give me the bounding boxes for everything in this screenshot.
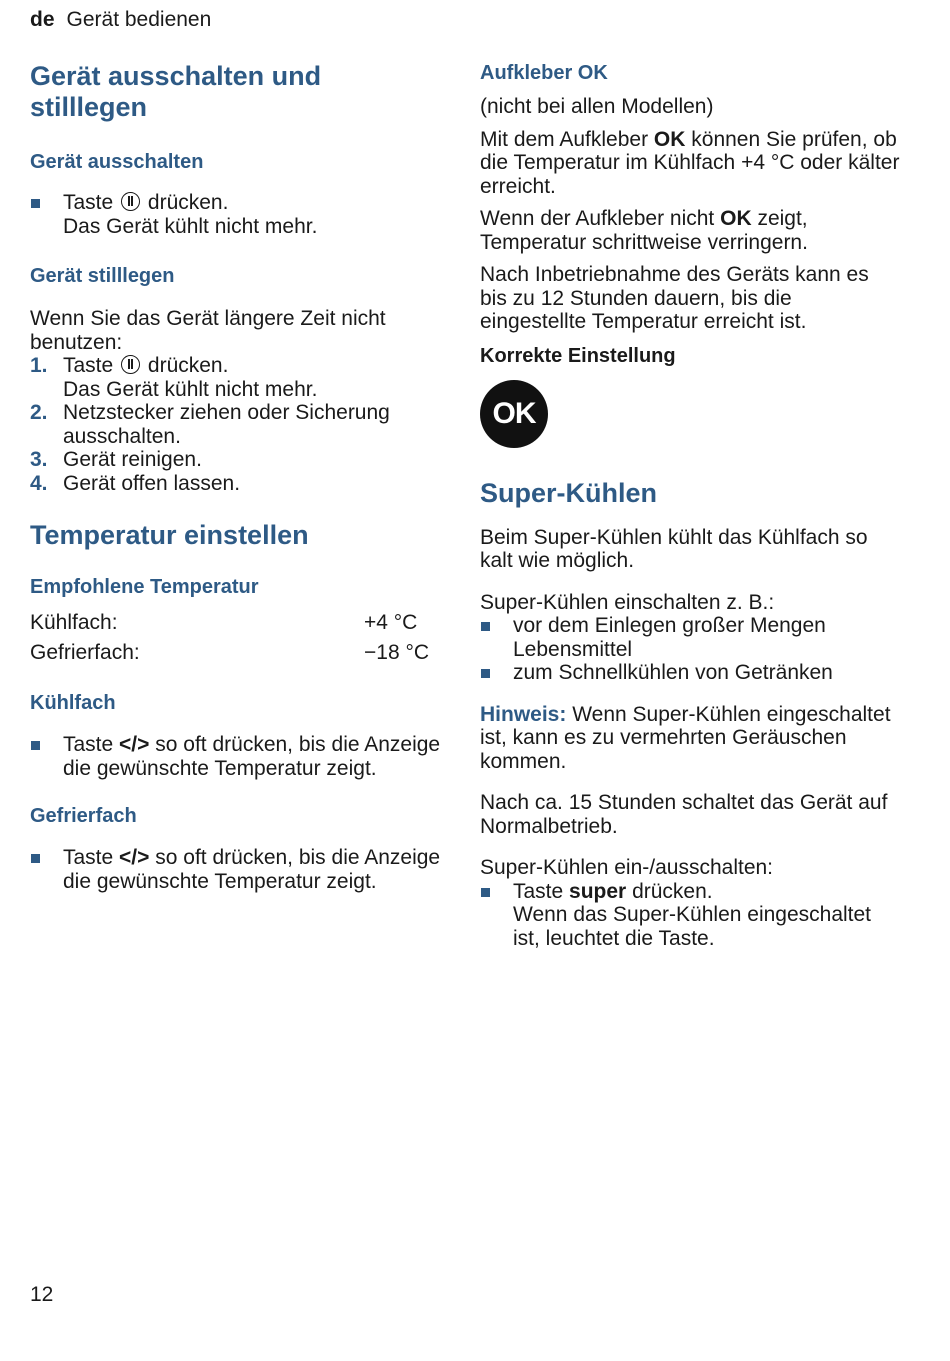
list-item: Taste </> so oft drücken, bis die Anzeige die gewünschte Temperatur zeigt. (30, 846, 442, 893)
list-item: vor dem Einlegen großer Mengen Lebensmittel (480, 614, 900, 661)
language-code: de (30, 8, 55, 31)
left-column (30, 60, 442, 893)
page-number: 12 (30, 1283, 54, 1306)
super-paragraph-4: Super-Kühlen ein-/ausschalten: (480, 856, 774, 879)
heading-switch-off-and-decommission: Gerät ausschalten und stilllegen (30, 61, 322, 122)
row-value-freezer: −18 °C (364, 641, 430, 664)
heading-recommended-temperature: Empfohlene Temperatur (30, 576, 259, 598)
page-header (30, 8, 211, 32)
ok-sticker-icon: OK (480, 380, 548, 448)
recommended-temperature-table (30, 608, 442, 668)
heading-correct-setting: Korrekte Einstellung (480, 344, 676, 367)
heading-super-cooling: Super-Kühlen (480, 477, 658, 508)
hint-label: Hinweis: (480, 702, 567, 726)
sticker-paragraph-2: Wenn der Aufkleber nicht OK zeigt, Temperatur schrittweise verringern. (480, 207, 808, 254)
super-paragraph-3: Nach ca. 15 Stunden schaltet das Gerät auf Normalbetrieb. (480, 791, 888, 838)
row-label-fridge: Kühlfach: (30, 611, 118, 634)
heading-set-temperature: Temperatur einstellen (30, 520, 309, 550)
step-item: 1. Taste drücken. Das Gerät kühlt nicht mehr. (30, 354, 318, 401)
super-hint: Hinweis: Wenn Super-Kühlen eingeschaltet ist, kann es zu vermehrten Geräuschen kommen. (480, 702, 891, 773)
super-examples-list (480, 614, 900, 685)
sticker-note: (nicht bei allen Modellen) (480, 95, 714, 118)
switch-off-list (30, 191, 442, 238)
temperature-key-label: </> (119, 733, 150, 756)
heading-switch-off: Gerät ausschalten (30, 151, 204, 173)
row-value-fridge: +4 °C (364, 611, 418, 634)
power-button-icon (121, 355, 140, 374)
super-paragraph-2: Super-Kühlen einschalten z. B.: (480, 590, 775, 614)
fridge-list (30, 733, 442, 780)
heading-freezer: Gefrierfach (30, 805, 137, 827)
temperature-key-label: </> (119, 846, 150, 869)
freezer-list (30, 846, 442, 893)
step-item: 4. Gerät offen lassen. (30, 471, 241, 495)
list-item: Taste drücken. Das Gerät kühlt nicht mehr. (30, 191, 442, 238)
step-item: 3. Gerät reinigen. (30, 448, 202, 471)
decommission-steps (30, 354, 442, 495)
power-button-icon (121, 192, 140, 211)
row-label-freezer: Gefrierfach: (30, 641, 140, 664)
list-item: zum Schnellkühlen von Getränken (480, 661, 900, 685)
heading-fridge: Kühlfach (30, 692, 116, 714)
decommission-intro: Wenn Sie das Gerät längere Zeit nicht benutzen: (30, 307, 386, 354)
right-column (480, 60, 900, 950)
list-item: Taste </> so oft drücken, bis die Anzeige die gewünschte Temperatur zeigt. (30, 733, 442, 780)
heading-decommission: Gerät stilllegen (30, 265, 175, 287)
sticker-paragraph-1: Mit dem Aufkleber OK können Sie prüfen, ob die Temperatur im Kühlfach +4 °C oder kälter erreicht. (480, 127, 900, 198)
super-paragraph-1: Beim Super-Kühlen kühlt das Kühlfach so kalt wie möglich. (480, 525, 868, 572)
heading-sticker-ok: Aufkleber OK (480, 62, 608, 84)
list-item: Taste super drücken. Wenn das Super-Kühlen eingeschaltet ist, leuchtet die Taste. (480, 880, 900, 951)
super-key-label: super (569, 879, 627, 903)
section-title: Gerät bedienen (66, 8, 212, 31)
step-item: 2. Netzstecker ziehen oder Sicherung ausschalten. (30, 401, 390, 448)
sticker-paragraph-3: Nach Inbetriebnahme des Geräts kann es bis zu 12 Stunden dauern, bis die eingestellte Temperatur erreicht ist. (480, 263, 869, 333)
super-toggle-list (480, 880, 900, 951)
